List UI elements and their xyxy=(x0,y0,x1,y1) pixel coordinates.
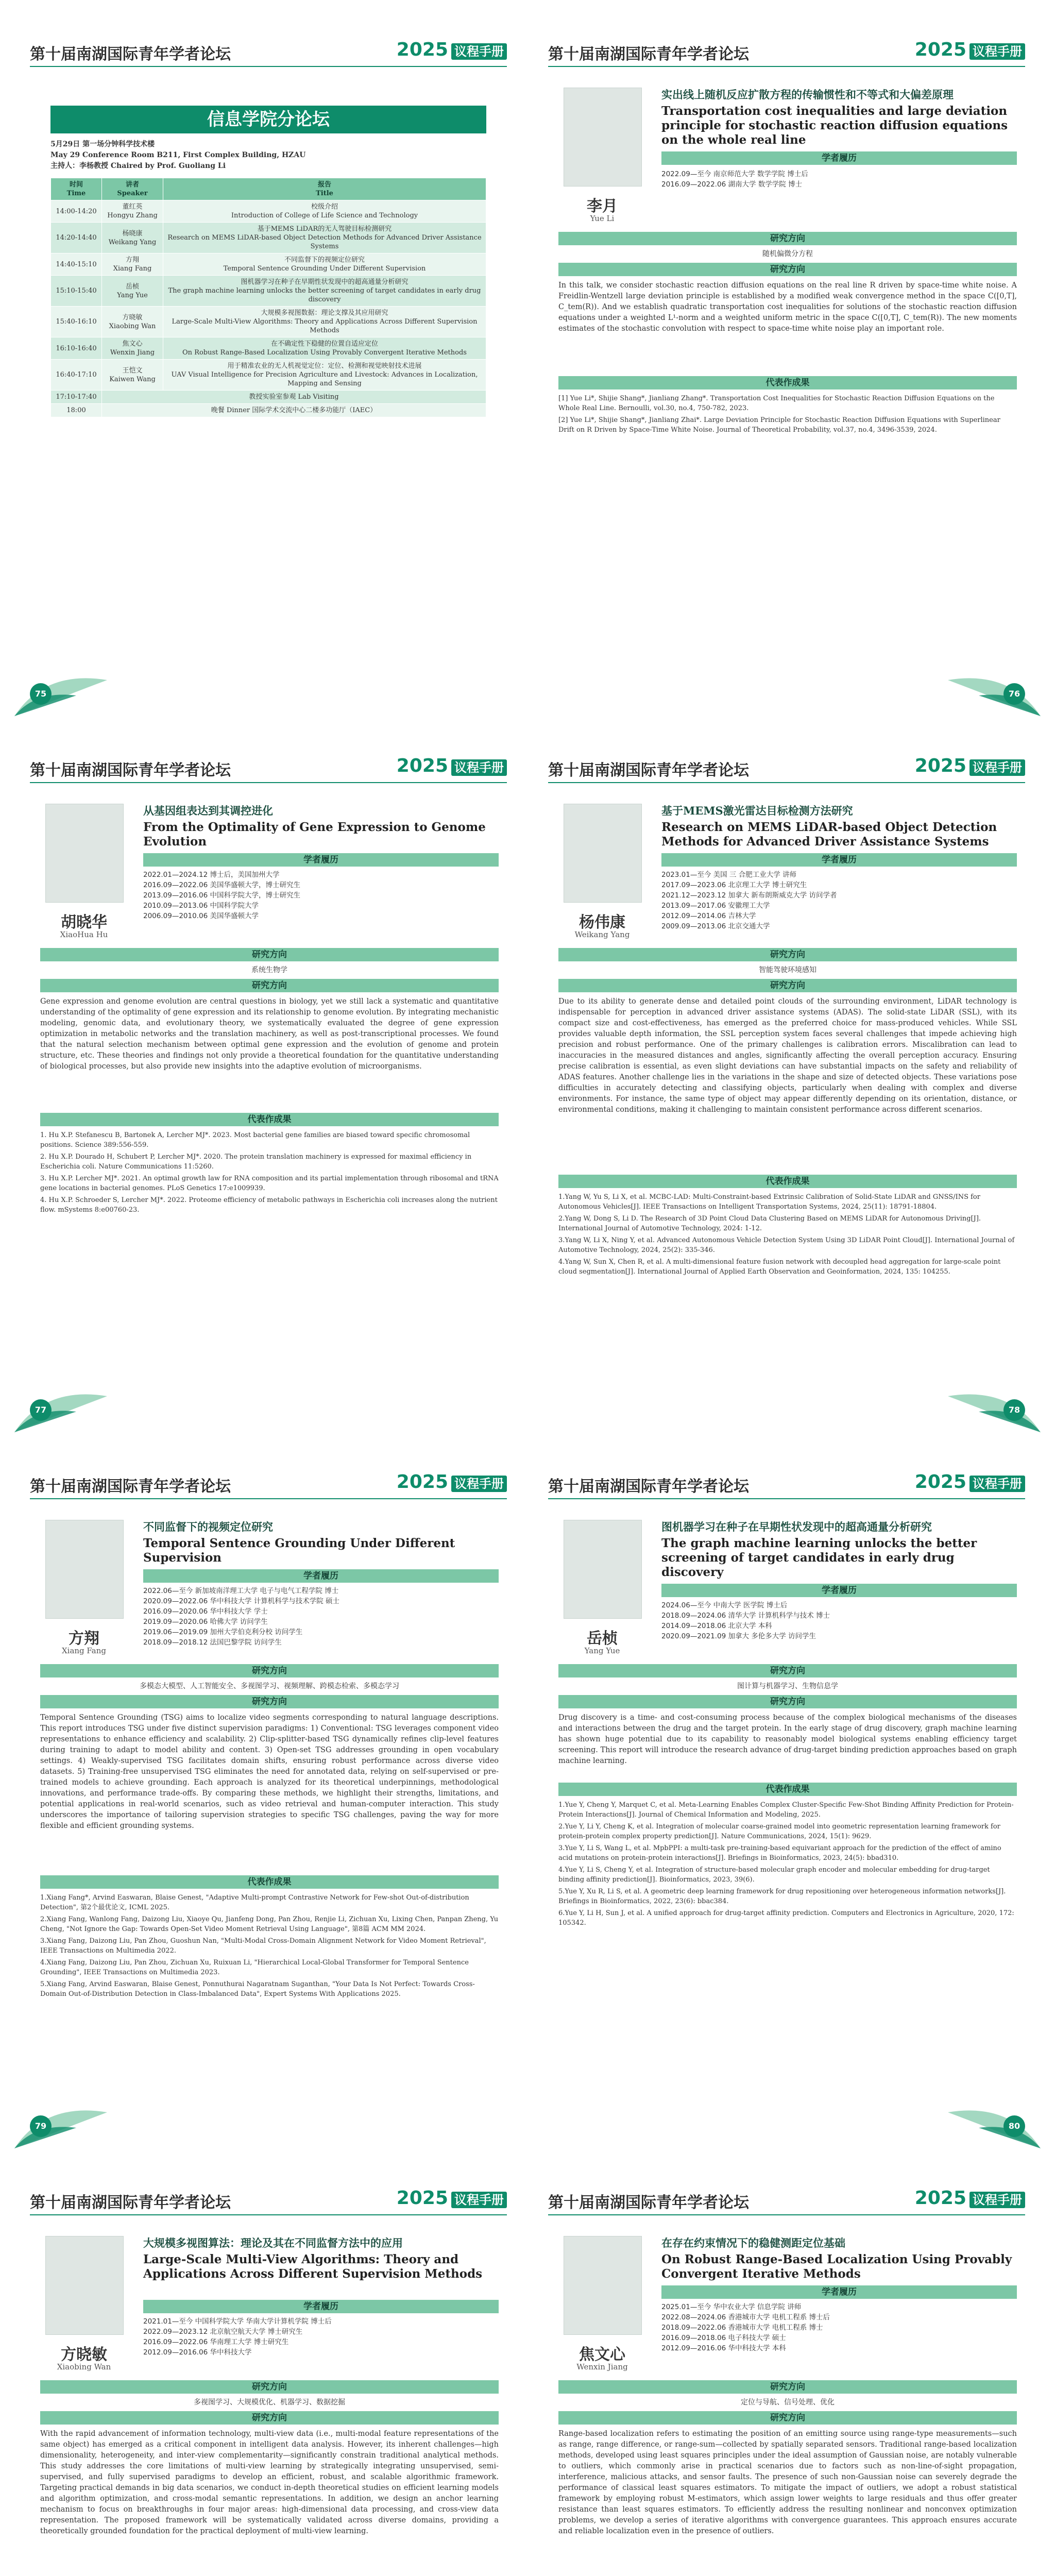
header-title: 第十届南湖国际青年学者论坛 xyxy=(548,45,749,63)
speaker-name: 焦文心 xyxy=(579,2346,625,2364)
page-80 xyxy=(533,1448,1041,2148)
page-number: 75 xyxy=(30,683,52,705)
schedule-row xyxy=(51,307,486,337)
abstract-bar: 研究方向 xyxy=(40,2411,499,2425)
schedule-time: 14:00-14:20 xyxy=(51,200,102,223)
cv-item: 2021.12—2023.12 加拿大 新布朗斯威克大学 访问学者 xyxy=(661,891,837,900)
cv-list xyxy=(143,870,499,921)
schedule-title: 图机器学习在种子在早期性状发现中的超高通量分析研究 The graph machine learning unlocks the better screening of target candidates in early drug discovery xyxy=(163,276,486,307)
ref-item: 3.Xiang Fang, Daizong Liu, Pan Zhou, Guoshun Nan, "Multi-Modal Cross-Domain Alignment Network for Video Moment Retrieval", IEEE Transactions on Multimedia 2022. xyxy=(40,1937,486,1955)
brand-year: 2025 xyxy=(396,1471,448,1493)
brand-year: 2025 xyxy=(396,2188,448,2209)
header-title: 第十届南湖国际青年学者论坛 xyxy=(548,1478,749,1496)
header-brand xyxy=(915,755,1025,776)
cv-item: 2016.09—2020.06 华中科技大学 学士 xyxy=(143,1607,268,1616)
header-rule xyxy=(548,782,1025,783)
abstract-text: Range-based localization refers to estimating the position of an emitting source using range-type measurements—such as range, range difference, or range-sum—collected by spatially separated sensors. Traditional range-based localization methods, developed using least squares principles under the ideal assumption of Gaussian noise, are notably vulnerable to outliers, which commonly arise in practical scenarios due to factors such as non-line-of-sight propagation, interference, malicious attacks, and sensor faults. The presence of such non-Gaussian noise can severely degrade the performance of classical least squares estimators. To mitigate the impact of outliers, we adopt a robust statistical framework by employing robust M-estimators, which assign lower weights to large residuals and thus offer greater resistance than least squares estimators. To efficiently address the resulting nonlinear and nonconvex optimization problems, we develop a series of iterative algorithms with convergence guarantees. This approach ensures accurate and reliable localization even in the presence of outliers. xyxy=(558,2430,1017,2535)
abstract-bar: 研究方向 xyxy=(40,1695,499,1708)
cv-list xyxy=(661,2302,1017,2353)
cv-item: 2018.09—2022.06 香港城市大学 电机工程系 博士 xyxy=(661,2324,823,2332)
abstract-text: In this talk, we consider stochastic reaction diffusion equations on the real line R driven by space-time white noise. A Freidlin-Wentzell large deviation principle is established by a modified weak convergence method in the space C([0,T], C_tem(R)). And we establish quadratic transportation cost inequalities for solutions of the stochastic reaction diffusion equations under a weighted L¹-norm and a weighted uniform metric in the space C([0,T], C_tem(R)). The new moments estimates of the stochastic convolution with respect to space-time white noise play an important role. xyxy=(558,281,1017,333)
ref-item: 2.Xiang Fang, Wanlong Fang, Daizong Liu, Xiaoye Qu, Jianfeng Dong, Pan Zhou, Renjie Li, Zichuan Xu, Lixing Chen, Panpan Zheng, Yu Cheng, "Not Ignore the Gap: Towards Open-Set Video Moment Retrieval Using Language", 第8篇 ACM MM 2024. xyxy=(40,1916,499,1933)
refs-bar: 代表作成果 xyxy=(558,1783,1017,1796)
brand-year: 2025 xyxy=(396,39,448,60)
brand-tail: 议程手册 xyxy=(451,43,507,60)
schedule-time: 17:10-17:40 xyxy=(51,391,102,404)
refs-list xyxy=(558,1800,1017,1930)
forum-place: May 29 Conference Room B211, First Complex Building, HZAU xyxy=(50,151,306,159)
schedule-title: 教授实验室参观 Lab Visiting xyxy=(102,391,486,404)
ref-item: 1.Xiang Fang*, Arvind Easwaran, Blaise Genest, "Adaptive Multi-prompt Contrastive Network for Few-shot Out-of-distribution Detection", 第2个最优论文, ICML 2025. xyxy=(40,1894,469,1911)
ref-item: [1] Yue Li*, Shijie Shang*, Jianliang Zhang*. Transportation Cost Inequalities for Stochastic Reaction Diffusion Equations on the Whole Real Line. Bernoulli, vol.30, no.4, 750-782, 2023. xyxy=(558,395,995,412)
page-header xyxy=(548,1468,1025,1499)
schedule-time: 16:40-17:10 xyxy=(51,360,102,391)
abstract-bar: 研究方向 xyxy=(558,979,1017,992)
brand-year: 2025 xyxy=(914,1471,966,1493)
speaker-name: 李月 xyxy=(587,197,618,215)
schedule-speaker: 王恺文 Kaiwen Wang xyxy=(102,360,163,391)
refs-list xyxy=(40,1130,499,1217)
schedule-body xyxy=(51,200,486,417)
speaker-name: 方晓敏 xyxy=(61,2346,107,2364)
brand-tail: 议程手册 xyxy=(451,759,507,776)
ref-item: 5.Xiang Fang, Arvind Easwaran, Blaise Genest, Ponnuthurai Nagaratnam Suganthan, "Your Data Is Not Perfect: Towards Cross-Domain Out-of-Distribution Detection in Class-Imbalanced Data", Expert Systems With Applications 2025. xyxy=(40,1980,475,1998)
speaker-name-en: Xiang Fang xyxy=(61,1646,107,1655)
schedule-speaker: 杨晓康 Weikang Yang xyxy=(102,223,163,253)
speaker-name-en: Yue Li xyxy=(590,214,615,223)
page-75 xyxy=(14,15,522,716)
schedule-title: 大规模多视图数据：理论支撑及其应用研究 Large-Scale Multi-View Algorithms: Theory and Applications Across Different Supervision Methods xyxy=(163,307,486,337)
schedule-time: 16:10-16:40 xyxy=(51,337,102,360)
header-brand xyxy=(397,1471,507,1493)
refs-bar: 代表作成果 xyxy=(558,1175,1017,1188)
schedule-row xyxy=(51,276,486,307)
research-field: 系统生物学 xyxy=(251,966,287,974)
header-title: 第十届南湖国际青年学者论坛 xyxy=(30,1478,231,1496)
cv-item: 2016.09—2022.06 湖南大学 数学学院 博士 xyxy=(661,180,803,189)
header-rule xyxy=(548,2214,1025,2215)
abstract-bar: 研究方向 xyxy=(40,979,499,992)
schedule-table xyxy=(50,178,486,417)
schedule-time: 15:40-16:10 xyxy=(51,307,102,337)
cv-item: 2017.09—2023.06 北京理工大学 博士研究生 xyxy=(661,881,807,889)
cv-list xyxy=(143,1586,499,1648)
ref-item: 1.Yue Y, Cheng Y, Marquet C, et al. Meta-Learning Enables Complex Cluster-Specific Few-Shot Binding Affinity Prediction for Protein-Protein Interactions[J]. Journal of Chemical Information and Modeling, 2025. xyxy=(558,1801,1014,1819)
abstract-bar: 研究方向 xyxy=(558,263,1017,276)
brand-tail: 议程手册 xyxy=(969,43,1025,60)
header-title: 第十届南湖国际青年学者论坛 xyxy=(30,761,231,779)
cv-item: 2020.09—2022.06 华中科技大学 计算机科学与技术学院 硕士 xyxy=(143,1597,340,1605)
brand-tail: 议程手册 xyxy=(969,2192,1025,2208)
refs-list xyxy=(40,1893,499,2001)
abstract-bar: 研究方向 xyxy=(558,1695,1017,1708)
cv-item: 2020.09—2021.09 加拿大 多伦多大学 访问学生 xyxy=(661,1632,816,1640)
ref-item: 2.Yue Y, Li Y, Cheng K, et al. Integration of molecular coarse-grained model into geometric representation learning framework for protein-protein complex property prediction[J]. Nature Communications, 2024, 15(1): 9629. xyxy=(558,1823,1000,1840)
header-title: 第十届南湖国际青年学者论坛 xyxy=(30,45,231,63)
abstract-text: Drug discovery is a time- and cost-consuming process because of the complex biological mechanisms of the diseases and interactions between the drug and the target protein. In the early stage of drug discovery, graph machine learning has shown huge potential due to its capability to reasonably model biological systems enabling efficiency target screening. This report will introduce the research advance of drug-target binding prediction approaches based on graph machine learning. xyxy=(558,1714,1017,1765)
research-field: 智能驾驶环境感知 xyxy=(759,966,816,974)
talk-title-en: On Robust Range-Based Localization Using Provably Convergent Iterative Methods xyxy=(661,2252,1012,2281)
cv-list xyxy=(661,169,1017,190)
schedule-time: 14:40-15:10 xyxy=(51,253,102,276)
talk-title-en: The graph machine learning unlocks the better screening of target candidates in early drug discovery xyxy=(661,1536,977,1579)
schedule-title: 用于精准农业的无人机视觉定位：定位、检测和视觉映射技术进展 UAV Visual Intelligence for Precision Agriculture and Livestock: Advances in Localization, Mapping and Sensing xyxy=(163,360,486,391)
header-brand xyxy=(397,39,507,60)
field-bar: 研究方向 xyxy=(558,948,1017,961)
page-77 xyxy=(14,732,522,1432)
cv-item: 2013.09—2016.06 中国科学院大学，博士研究生 xyxy=(143,891,300,900)
cv-item: 2022.08—2024.06 香港城市大学 电机工程系 博士后 xyxy=(661,2313,830,2321)
schedule-row xyxy=(51,200,486,223)
header-brand xyxy=(915,2188,1025,2209)
schedule-speaker: 方晓敏 Xiaobing Wan xyxy=(102,307,163,337)
cv-bar: 学者履历 xyxy=(143,2300,499,2313)
schedule-title: 校级介绍 Introduction of College of Life Science and Technology xyxy=(163,200,486,223)
abstract-text: Gene expression and genome evolution are central questions in biology, yet we still lack a systematic and quantitative understanding of the optimality of gene expression and its relationship to genome evolution. By integrating mechanistic modeling, genomic data, and evolutionary theory, we systematically evaluated the degree of gene expression optimization in metabolic networks and the translation machinery, as well as post-transcriptional processes. We found that the natural selection mechanism between optimal gene expression and the evolution of genome and protein structure, etc. These theories and findings not only provide a theoretical foundation for the quantitative understanding of biological processes, but also provide new insights into the adaptive evolution of microorganisms. xyxy=(40,997,499,1071)
speaker-name-en: XiaoHua Hu xyxy=(60,930,108,939)
schedule-speaker: 方翔 Xiang Fang xyxy=(102,253,163,276)
speaker-name: 方翔 xyxy=(69,1630,99,1648)
speaker-photo xyxy=(564,804,642,903)
brand-tail: 议程手册 xyxy=(969,1476,1025,1492)
cv-item: 2016.09—2022.06 美国华盛顿大学，博士研究生 xyxy=(143,881,300,889)
talk-title-en: Large-Scale Multi-View Algorithms: Theory and Applications Across Different Supervision Methods xyxy=(143,2252,483,2281)
schedule-row xyxy=(51,404,486,417)
cv-bar: 学者履历 xyxy=(661,151,1017,165)
leaf-decoration xyxy=(927,2092,1041,2148)
refs-list xyxy=(558,1192,1017,1279)
speaker-photo xyxy=(564,88,642,187)
ref-item: 3.Yang W, Li X, Ning Y, et al. Advanced Autonomous Vehicle Detection System Using 3D LiDAR Point Cloud[J]. International Journal of Automotive Technology, 2024, 25(2): 335-346. xyxy=(558,1236,1015,1254)
cv-item: 2006.09—2010.06 美国华盛顿大学 xyxy=(143,912,259,920)
research-field: 定位与导航、信号处理、优化 xyxy=(741,2398,835,2406)
page-header xyxy=(30,752,507,783)
talk-title-zh: 图机器学习在种子在早期性状发现中的超高通量分析研究 xyxy=(661,1520,932,1533)
abstract-text: Temporal Sentence Grounding (TSG) aims to localize video segments corresponding to natural language descriptions. This report introduces TSG under five distinct supervision paradigms: 1) Conventional: TSG leverages component video representations to enhance efficiency and scalability. 2) Clip-splitter-based TSG dynamically refines clip-level features during training to adapt to model ability and content. 3) Open-set TSG addresses grounding in open vocabulary settings. 4) Weakly-supervised TSG facilitates domain shifts, ensuring robust performance across diverse video datasets. 5) Training-free unsupervised TSG eliminates the need for annotated data, relying on self-supervised or pre-trained models to achieve grounding. Each approach is analyzed for its theoretical underpinnings, methodological innovations, and performance trade-offs. By comparing these methods, we highlight their strengths, limitations, and potential applications in real-world scenarios, such as video retrieval and human-computer interaction. This study underscores the importance of tailoring supervision strategies to specific TSG challenges, paving the way for more flexible and efficient grounding systems. xyxy=(40,1714,499,1830)
ref-item: 4.Xiang Fang, Daizong Liu, Pan Zhou, Zichuan Xu, Ruixuan Li, "Hierarchical Local-Global Transformer for Temporal Sentence Grounding", IEEE Transactions on Multimedia 2023. xyxy=(40,1959,469,1976)
talk-title-en: Transportation cost inequalities and large deviation principle for stochastic reaction diffusion equations on the whole real line xyxy=(661,104,1008,147)
cv-bar: 学者履历 xyxy=(661,2285,1017,2299)
page-number: 79 xyxy=(30,2115,52,2137)
cv-item: 2025.01—至今 华中农业大学 信息学院 讲师 xyxy=(661,2303,802,2311)
schedule-time: 14:20-14:40 xyxy=(51,223,102,253)
cv-bar: 学者履历 xyxy=(661,1584,1017,1597)
ref-item: 4. Hu X.P. Schroeder S, Lercher MJ*. 2022. Proteome efficiency of metabolic pathways in Escherichia coli increases along the nutrient flow. mSystems 8:e00760-23. xyxy=(40,1196,498,1214)
ref-item: 4.Yang W, Sun X, Chen R, et al. A multi-dimensional feature fusion network with decoupled head aggregation for large-scale point cloud segmentation[J]. International Journal of Applied Earth Observation and Geoinformation, 2024, 135: 104255. xyxy=(558,1258,1001,1276)
abstract-bar: 研究方向 xyxy=(558,2411,1017,2425)
header-brand xyxy=(915,39,1025,60)
cv-list xyxy=(661,870,1017,931)
brand-tail: 议程手册 xyxy=(969,759,1025,776)
page-number: 76 xyxy=(1003,683,1025,705)
talk-title-zh: 从基因组表达到其调控进化 xyxy=(143,804,273,817)
col-speaker: 讲者 Speaker xyxy=(102,178,163,200)
speaker-name-en: Yang Yue xyxy=(584,1646,620,1655)
page-header xyxy=(548,36,1025,67)
schedule-row xyxy=(51,253,486,276)
schedule-speaker: 焦文心 Wenxin Jiang xyxy=(102,337,163,360)
header-rule xyxy=(30,2214,507,2215)
page-number: 80 xyxy=(1003,2115,1025,2137)
leaf-decoration xyxy=(927,1376,1041,1432)
cv-bar: 学者履历 xyxy=(661,853,1017,867)
forum-info xyxy=(50,139,486,172)
page-82 xyxy=(533,2164,1041,2576)
schedule-row xyxy=(51,360,486,391)
brand-tail: 议程手册 xyxy=(451,1476,507,1492)
ref-item: 3. Hu X.P. Lercher MJ*. 2021. An optimal growth law for RNA composition and its partial implementation through ribosomal and tRNA gene locations in bacterial genomes. PLoS Genetics 17:e1009939. xyxy=(40,1175,499,1192)
speaker-name: 杨伟康 xyxy=(579,913,625,931)
ref-item: 3.Yue Y, Li S, Wang L, et al. MpbPPI: a multi-task pre-training-based equivariant approach for the prediction of the effect of amino acid mutations on protein-protein interactions[J]. Briefings in Bioinformatics, 2023, 24(5): bbad310. xyxy=(558,1844,1001,1862)
ref-item: 2. Hu X.P. Dourado H, Schubert P, Lercher MJ*. 2020. The protein translation machinery is expressed for maximal efficiency in Escherichia coli. Nature Communications 11:5260. xyxy=(40,1153,472,1171)
header-brand xyxy=(397,2188,507,2209)
cv-item: 2012.09—2016.06 华中科技大学 xyxy=(143,2348,252,2357)
research-field: 随机偏微分方程 xyxy=(762,250,813,258)
talk-title-en: Temporal Sentence Grounding Under Different Supervision xyxy=(143,1536,455,1565)
spread-2 xyxy=(14,732,1041,1432)
header-brand xyxy=(915,1471,1025,1493)
schedule-time: 18:00 xyxy=(51,404,102,417)
brand-year: 2025 xyxy=(914,755,966,776)
brand-year: 2025 xyxy=(914,2188,966,2209)
cv-item: 2024.06—至今 中南大学 医学院 博士后 xyxy=(661,1601,788,1609)
cv-item: 2016.09—2022.06 华南理工大学 博士研究生 xyxy=(143,2338,289,2346)
talk-title-en: From the Optimality of Gene Expression to Genome Evolution xyxy=(143,820,486,849)
talk-title-zh: 大规模多视图算法：理论及其在不同监督方法中的应用 xyxy=(143,2236,403,2249)
cv-item: 2013.09—2017.06 安徽理工大学 xyxy=(661,902,770,910)
cv-list xyxy=(661,1600,1017,1641)
forum-chair: 主持人：李杨教授 Chaired by Prof. Guoliang Li xyxy=(50,162,226,170)
ref-item: 6.Yue Y, Li H, Sun J, et al. A unified approach for drug-target affinity prediction. Computers and Electronics in Agriculture, 2020, 172: 105342. xyxy=(558,1909,1014,1927)
speaker-photo xyxy=(45,1520,124,1619)
cv-item: 2016.09—2018.06 电子科技大学 硕士 xyxy=(661,2334,786,2342)
schedule-title: 基于MEMS LiDAR的无人驾驶目标检测研究 Research on MEMS LiDAR-based Object Detection Methods for Advanced Driver Assistance Systems xyxy=(163,223,486,253)
ref-item: [2] Yue Li*, Shijie Shang*, Jianliang Zhai*. Large Deviation Principle for Stochastic Reaction Diffusion Equations with Superlinear Drift on R Driven by Space-Time White Noise. Journal of Theoretical Probability, vol.37, no.4, 3496-3539, 2024. xyxy=(558,416,1000,434)
research-field: 多视图学习、大规模优化、机器学习、数据挖掘 xyxy=(194,2398,345,2406)
page-header xyxy=(30,36,507,67)
page-79 xyxy=(14,1448,522,2148)
speaker-name: 胡晓华 xyxy=(61,913,107,931)
brand-tail: 议程手册 xyxy=(451,2192,507,2208)
refs-bar: 代表作成果 xyxy=(558,376,1017,389)
cv-bar: 学者履历 xyxy=(143,853,499,867)
field-bar: 研究方向 xyxy=(558,232,1017,245)
research-field: 图计算与机器学习、生物信息学 xyxy=(737,1682,838,1690)
refs-list xyxy=(558,394,1017,437)
col-time: 时间 Time xyxy=(51,178,102,200)
header-brand xyxy=(397,755,507,776)
schedule-title: 在不确定性下稳健的位置自适应定位 On Robust Range-Based Localization Using Provably Convergent Iterative Methods xyxy=(163,337,486,360)
page-header xyxy=(30,2184,507,2215)
ref-item: 1. Hu X.P. Stefanescu B, Bartonek A, Lercher MJ*. 2023. Most bacterial gene families are biased toward specific chromosomal positions. Science 389:556-559. xyxy=(40,1131,470,1149)
research-field: 多模态大模型、人工智能安全、多视图学习、视频理解、跨模态检索、多模态学习 xyxy=(140,1682,399,1690)
cv-item: 2019.06—2019.09 加州大学伯克利分校 访问学生 xyxy=(143,1628,303,1636)
schedule-title: 晚餐 Dinner 国际学术交流中心二楼多功能厅（IAEC） xyxy=(102,404,486,417)
speaker-name-en: Weikang Yang xyxy=(574,930,630,939)
ref-item: 1.Yang W, Yu S, Li X, et al. MCBC-LAD: Multi-Constraint-based Extrinsic Calibration of Solid-State LiDAR and GNSS/INS for Autonomous Vehicles[J]. IEEE Transactions on Intelligent Transportation Systems, 2024, 25(11): 18791-18804. xyxy=(558,1193,980,1211)
talk-title-zh: 基于MEMS激光雷达目标检测方法研究 xyxy=(661,804,853,817)
cv-item: 2022.01—2024.12 博士后，美国加州大学 xyxy=(143,871,280,879)
cv-item: 2022.09—至今 南京师范大学 数学学院 博士后 xyxy=(661,170,808,178)
field-bar: 研究方向 xyxy=(40,948,499,961)
schedule-speaker: 岳桢 Yang Yue xyxy=(102,276,163,307)
talk-title-zh: 在存在约束情况下的稳健测距定位基础 xyxy=(661,2236,845,2249)
speaker-name-en: Xiaobing Wan xyxy=(57,2362,111,2371)
header-rule xyxy=(30,782,507,783)
speaker-photo xyxy=(564,1520,642,1619)
cv-item: 2023.01—至今 美国 三 合肥工业大学 讲师 xyxy=(661,871,796,879)
page-number: 78 xyxy=(1003,1399,1025,1421)
cv-item: 2022.06—至今 新加坡南洋理工大学 电子与电气工程学院 博士 xyxy=(143,1587,339,1595)
brand-year: 2025 xyxy=(396,755,448,776)
cv-item: 2019.09—2020.06 哈佛大学 访问学生 xyxy=(143,1618,268,1626)
header-rule xyxy=(548,1498,1025,1499)
spread-3 xyxy=(14,1448,1041,2148)
page-header xyxy=(548,2184,1025,2215)
spread-4 xyxy=(14,2164,1041,2576)
field-bar: 研究方向 xyxy=(558,2380,1017,2394)
page-78 xyxy=(533,732,1041,1432)
cv-item: 2021.01—至今 中国科学院大学 华南大学计算机学院 博士后 xyxy=(143,2317,332,2326)
header-rule xyxy=(548,66,1025,67)
talk-title-en: Research on MEMS LiDAR-based Object Detection Methods for Advanced Driver Assistance Systems xyxy=(661,820,997,849)
speaker-photo xyxy=(45,2236,124,2335)
speaker-name-en: Wenxin Jiang xyxy=(576,2362,628,2371)
cv-item: 2012.09—2016.06 华中科技大学 本科 xyxy=(661,2344,786,2352)
header-rule xyxy=(30,1498,507,1499)
speaker-name: 岳桢 xyxy=(587,1630,618,1648)
page-header xyxy=(548,752,1025,783)
refs-bar: 代表作成果 xyxy=(40,1113,499,1126)
header-title: 第十届南湖国际青年学者论坛 xyxy=(548,2194,749,2212)
page-number: 77 xyxy=(30,1399,52,1421)
cv-list xyxy=(143,2316,499,2358)
cv-item: 2010.09—2013.06 中国科学院大学 xyxy=(143,902,259,910)
brand-year: 2025 xyxy=(914,39,966,60)
schedule-row xyxy=(51,223,486,253)
talk-title-zh: 不同监督下的视频定位研究 xyxy=(143,1520,273,1533)
leaf-decoration xyxy=(927,659,1041,716)
speaker-photo xyxy=(564,2236,642,2335)
schedule-speaker: 董红英 Hongyu Zhang xyxy=(102,200,163,223)
schedule-row xyxy=(51,337,486,360)
page-header xyxy=(30,1468,507,1499)
speaker-photo xyxy=(45,804,124,903)
cv-item: 2022.09—2023.12 北京航空航天大学 博士研究生 xyxy=(143,2328,303,2336)
abstract-text: With the rapid advancement of information technology, multi-view data (i.e., multi-modal feature representations of the same object) has emerged as a critical component in intelligent data analysis. However, its inherent challenges—high dimensionality, heterogeneity, and inter-view complementarity—significantly constrain traditional analytical methods. This study addresses the core limitations of multi-view learning by strategically integrating unsupervised, semi-supervised, and fully supervised paradigms to develop an efficient, robust, and scalable algorithmic framework. Targeting practical demands in big data scenarios, we conduct in-depth theoretical studies on efficient learning models and algorithm optimization, and cross-modal semantic representations. In addition, we design an anchor learning mechanism to focus on breakthroughs in four major areas: high-dimensional data processing, and cross-view data representation. The proposed framework will be systematically validated across diverse domains, providing a theoretically grounded foundation for the practical deployment of multi-view learning. xyxy=(40,2430,499,2535)
schedule-time: 15:10-15:40 xyxy=(51,276,102,307)
ref-item: 5.Yue Y, Xu R, Li S, et al. A geometric deep learning framework for drug repositioning over heterogeneous information networks[J]. Briefings in Bioinformatics, 2022, 23(6): bbac384. xyxy=(558,1888,1006,1905)
refs-bar: 代表作成果 xyxy=(40,1875,499,1889)
field-bar: 研究方向 xyxy=(558,1664,1017,1677)
cv-item: 2009.09—2013.06 北京交通大学 xyxy=(661,922,770,930)
talk-title-zh: 实出线上随机反应扩散方程的传输惯性和不等式和大偏差原理 xyxy=(661,88,954,101)
forum-title: 信息学院分论坛 xyxy=(50,106,486,133)
ref-item: 4.Yue Y, Li S, Cheng Y, et al. Integration of structure-based molecular graph encoder and molecular embedding for drug-target binding affinity prediction[J]. Bioinformatics, 2023, 39(6). xyxy=(558,1866,990,1884)
abstract-text: Due to its ability to generate dense and detailed point clouds of the surrounding environment, LiDAR technology is indispensable for perception in advanced driver assistance systems (ADAS). The solid-state LiDAR (SSL), with its compact size and cost-effectiveness, has emerged as the preferred choice for mass-produced vehicles. While SSL provides valuable depth information, the SSL perception system faces several challenges that impede achieving high precision and robust performance. One of the primary challenges is calibration errors. Miscalibration can lead to inaccuracies in the measured distances and angles, significantly affecting the overall perception accuracy. Ensuring precise calibration is essential, as even slight deviations can have substantial impacts on the safety and reliability of ADAS features. Another challenge lies in the variations in the shape and size of detected objects. These variations pose difficulties in accurately detecting and classifying objects, particularly when dealing with complex and diverse environments. For instance, the same type of object may appear differently depending on its orientation, distance, or environmental conditions, making it challenging to maintain consistent performance across different scenarios. xyxy=(558,997,1017,1114)
header-title: 第十届南湖国际青年学者论坛 xyxy=(30,2194,231,2212)
page-81 xyxy=(14,2164,522,2576)
spread-1 xyxy=(14,15,1041,716)
field-bar: 研究方向 xyxy=(40,1664,499,1677)
header-title: 第十届南湖国际青年学者论坛 xyxy=(548,761,749,779)
schedule-row xyxy=(51,391,486,404)
page-76 xyxy=(533,15,1041,716)
cv-item: 2012.09—2014.06 吉林大学 xyxy=(661,912,756,920)
field-bar: 研究方向 xyxy=(40,2380,499,2394)
cv-item: 2014.09—2018.06 北京大学 本科 xyxy=(661,1622,772,1630)
cv-bar: 学者履历 xyxy=(143,1569,499,1583)
forum-time: 5月29日 第一场分钟科学技术楼 xyxy=(50,140,155,148)
ref-item: 2.Yang W, Dong S, Li D. The Research of 3D Point Cloud Data Clustering Based on MEMS LiDAR for Autonomous Driving[J]. International Journal of Automotive Technology, 2024: 1-12. xyxy=(558,1215,981,1232)
col-title: 报告 Title xyxy=(163,178,486,200)
cv-item: 2018.09—2024.06 清华大学 计算机科学与技术 博士 xyxy=(661,1612,830,1620)
header-rule xyxy=(30,66,507,67)
schedule-title: 不同监督下的视频定位研究 Temporal Sentence Grounding Under Different Supervision xyxy=(163,253,486,276)
cv-item: 2018.09—2018.12 法国巴黎学院 访问学生 xyxy=(143,1638,282,1647)
